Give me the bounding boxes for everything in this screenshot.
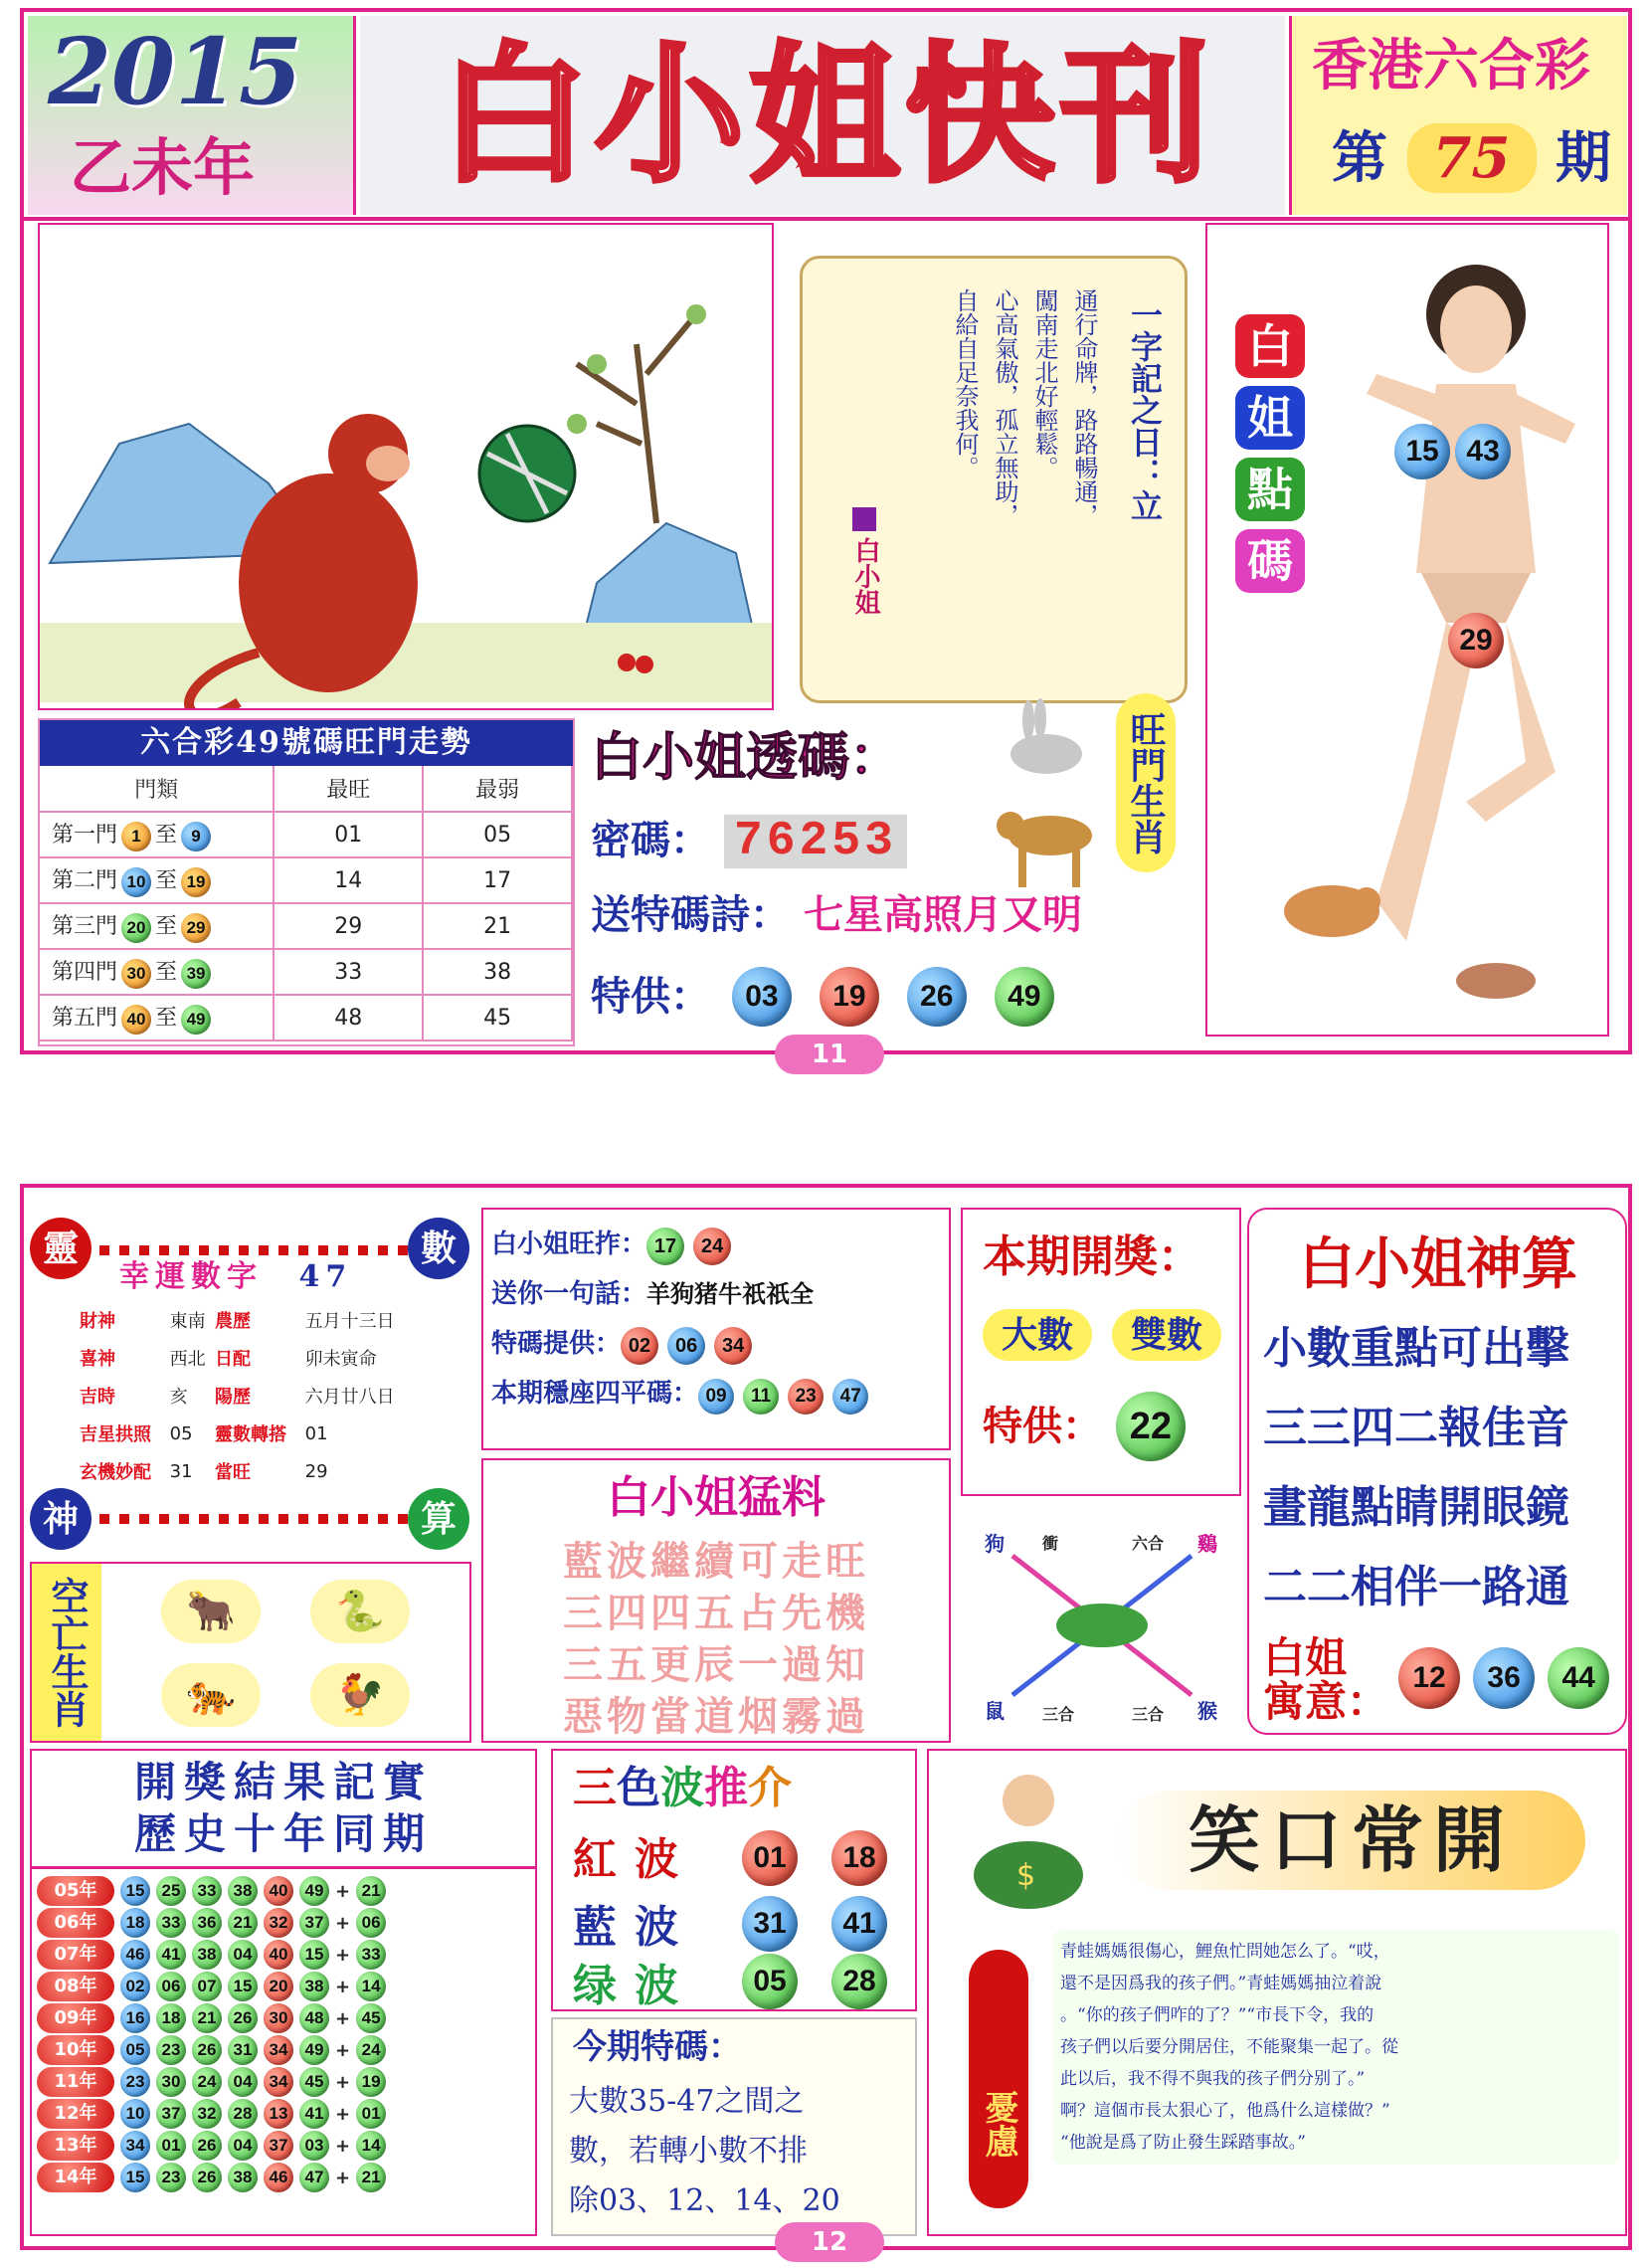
tips-title: 白小姐透碼： — [591, 727, 902, 788]
issue-suffix: 期 — [1556, 125, 1611, 191]
history-ball: 49 — [299, 1876, 329, 1906]
history-ball: 25 — [156, 1876, 186, 1906]
history-ball: 13 — [264, 2099, 293, 2129]
history-special-ball: 14 — [356, 2131, 386, 2161]
tips-panel — [591, 711, 1197, 1046]
scroll-sign: 白小姐 — [850, 537, 880, 615]
issue-prefix: 第 — [1332, 125, 1387, 191]
wave-blue-label: 藍波 — [573, 1902, 696, 1953]
history-plus: + — [335, 1912, 351, 1934]
rooster-icon: 🐓 — [310, 1663, 410, 1727]
page-number: 11 — [775, 1035, 884, 1074]
page-number: 12 — [775, 2222, 884, 2262]
scroll-poem-4: 自給自足奈我何。 — [951, 288, 979, 479]
lucky-row: 喜神 西北 日配 卯未寅命 — [80, 1349, 377, 1370]
history-panel — [30, 1749, 537, 2236]
history-plus: + — [335, 2071, 351, 2093]
laugh-panel — [927, 1749, 1627, 2236]
history-ball: 48 — [299, 2003, 329, 2033]
history-ball: 32 — [192, 2099, 222, 2129]
history-ball: 30 — [264, 2003, 293, 2033]
lucky-table — [80, 1301, 418, 1490]
history-row — [34, 1907, 389, 1939]
history-year: 08年 — [37, 1972, 114, 2001]
history-ball: 18 — [156, 2003, 186, 2033]
col-max: 最旺 — [274, 766, 423, 812]
wave-green-ball-2: 28 — [831, 1954, 887, 2009]
year-name: 乙未年 — [70, 131, 256, 204]
compass — [963, 1506, 1241, 1745]
special-ball-4: 49 — [995, 967, 1054, 1027]
page-11 — [20, 8, 1632, 1069]
history-year: 07年 — [37, 1940, 114, 1970]
draw-opt-1: 大數 — [983, 1309, 1092, 1361]
history-year: 05年 — [37, 1876, 114, 1906]
body-ball-1: 15 — [1394, 424, 1450, 479]
secret-value: 76253 — [724, 815, 907, 868]
history-ball: 31 — [228, 2035, 258, 2065]
compass-rooster: 鷄 — [1197, 1532, 1217, 1556]
special-code-label: 特碼提供： — [491, 1329, 622, 1359]
history-ball: 38 — [299, 1972, 329, 2001]
history-ball: 21 — [228, 1908, 258, 1938]
history-ball: 05 — [120, 2035, 150, 2065]
history-special-ball: 21 — [356, 2163, 386, 2192]
history-row — [34, 2162, 389, 2193]
story-line-6: 啊？這個市長太狠心了，他爲什么這樣做？” — [1060, 2101, 1390, 2121]
history-year: 13年 — [37, 2131, 114, 2161]
history-ball: 26 — [192, 2035, 222, 2065]
history-special-ball: 21 — [356, 1876, 386, 1906]
lucky-row: 玄機妙配 31 當旺 29 — [80, 1460, 328, 1483]
wave-title-1: 三 — [573, 1763, 617, 1813]
compass-sanhe-2: 三合 — [1132, 1705, 1165, 1724]
door-row: 第三門 20 至 29 29 21 — [40, 903, 572, 949]
history-year: 10年 — [37, 2035, 114, 2065]
stable-ball-2: 11 — [743, 1379, 779, 1415]
history-year: 12年 — [37, 2099, 114, 2129]
history-ball: 26 — [228, 2003, 258, 2033]
draw-title: 本期開獎： — [983, 1231, 1201, 1282]
calc-title: 白小姐神算 — [1299, 1231, 1577, 1297]
story-line-5: 此以后，我不得不與我的孩子們分别了。” — [1060, 2069, 1366, 2089]
history-special-ball: 45 — [356, 2003, 386, 2033]
stable-ball-1: 09 — [698, 1379, 734, 1415]
wave-red-label: 紅波 — [573, 1834, 696, 1885]
vtitle-3: 點 — [1235, 458, 1305, 521]
tiger-icon: 🐅 — [161, 1663, 261, 1727]
history-ball: 33 — [156, 1908, 186, 1938]
history-ball: 47 — [299, 2163, 329, 2192]
title: 白小姐快刊 — [439, 28, 1215, 203]
history-ball: 46 — [264, 2163, 293, 2192]
history-special-ball: 06 — [356, 1908, 386, 1938]
history-ball: 15 — [120, 2163, 150, 2192]
lucky-number: 47 — [298, 1259, 353, 1294]
history-ball: 45 — [299, 2067, 329, 2097]
history-ball: 41 — [299, 2099, 329, 2129]
history-ball: 02 — [120, 1972, 150, 2001]
lucky-row: 財神 東南 農歷 五月十三日 — [80, 1311, 395, 1332]
hot-panel — [481, 1458, 951, 1743]
scroll-poem-2: 闖南走北好輕鬆。 — [1030, 288, 1058, 479]
history-year: 06年 — [37, 1908, 114, 1938]
meaning-ball-2: 36 — [1473, 1647, 1535, 1709]
history-ball: 34 — [264, 2035, 293, 2065]
wave-title-4: 推 — [704, 1763, 748, 1813]
calc-line-4: 二二相伴一路通 — [1263, 1562, 1569, 1612]
history-special-ball: 14 — [356, 1972, 386, 2001]
story-line-1: 青蛙媽媽很傷心，鯉魚忙問她怎么了。“哎， — [1060, 1942, 1390, 1962]
history-row — [34, 2130, 389, 2162]
history-plus: + — [335, 2007, 351, 2029]
history-table — [34, 1875, 389, 2193]
wang-label: 白小姐旺拃： — [491, 1229, 647, 1259]
hamster-icon — [1277, 871, 1386, 941]
lucky-panel — [30, 1218, 477, 1556]
scroll-header: 一字記之日：立 — [1126, 298, 1164, 521]
history-ball: 34 — [120, 2131, 150, 2161]
history-row — [34, 2066, 389, 2098]
history-special-ball: 01 — [356, 2099, 386, 2129]
history-ball: 15 — [299, 1940, 329, 1970]
history-ball: 49 — [299, 2035, 329, 2065]
history-title-2: 歷史十年同期 — [133, 1809, 433, 1858]
title-banner — [360, 16, 1285, 215]
calc-line-3: 畫龍點睛開眼鏡 — [1263, 1482, 1569, 1533]
history-ball: 23 — [120, 2067, 150, 2097]
door-table-grid — [40, 766, 573, 1041]
today-line-3: 除03、12、14、20 — [569, 2183, 840, 2218]
today-line-1: 大數35-47之間之 — [569, 2084, 805, 2119]
special-ball-3: 26 — [907, 967, 967, 1027]
wave-red-ball-1: 01 — [742, 1830, 798, 1886]
history-ball: 26 — [192, 2163, 222, 2192]
story-line-3: 。“你的孩子們咋的了？”“市長下令，我的 — [1060, 2005, 1375, 2025]
door-table-title: 六合彩49號碼旺門走勢 — [40, 720, 573, 766]
history-ball: 38 — [192, 1940, 222, 1970]
today-line-2: 數，若轉小數不排 — [569, 2134, 808, 2169]
history-ball: 26 — [192, 2131, 222, 2161]
compass-rat: 鼠 — [985, 1699, 1005, 1723]
compass-liuhe: 六合 — [1132, 1534, 1165, 1553]
poem-label: 送特碼詩： — [591, 892, 790, 938]
wave-green-label: 绿波 — [573, 1961, 696, 2011]
year-badge — [28, 16, 356, 215]
history-ball: 40 — [264, 1940, 293, 1970]
history-ball: 01 — [156, 2131, 186, 2161]
history-year: 11年 — [37, 2067, 114, 2097]
story-line-7: “他說是爲了防止發生踩踏事故。” — [1060, 2133, 1306, 2153]
compass-sanhe-1: 三合 — [1042, 1705, 1075, 1724]
history-ball: 41 — [156, 1940, 186, 1970]
history-ball: 04 — [228, 2067, 258, 2097]
compass-arrows-icon — [1003, 1546, 1201, 1705]
hot-line-3: 三五更辰一過知 — [563, 1641, 869, 1688]
history-ball: 04 — [228, 1940, 258, 1970]
history-ball: 34 — [264, 2067, 293, 2097]
year: 2015 — [48, 18, 303, 125]
special-ball-2: 19 — [820, 967, 879, 1027]
corner-shu: 數 — [408, 1218, 469, 1279]
history-ball: 38 — [228, 1876, 258, 1906]
history-ball: 37 — [299, 1908, 329, 1938]
history-ball: 15 — [120, 1876, 150, 1906]
page-12 — [20, 1184, 1632, 2257]
history-special-ball: 33 — [356, 1940, 386, 1970]
history-ball: 33 — [192, 1876, 222, 1906]
sentence: 羊狗猪牛祇祇全 — [646, 1279, 815, 1308]
history-ball: 23 — [156, 2035, 186, 2065]
dog-icon — [993, 796, 1102, 895]
stable-ball-4: 47 — [832, 1379, 868, 1415]
history-ball: 36 — [192, 1908, 222, 1938]
history-ball: 06 — [156, 1972, 186, 2001]
history-row — [34, 1939, 389, 1971]
history-ball: 37 — [156, 2099, 186, 2129]
history-title-1: 開獎結果記實 — [133, 1758, 433, 1806]
wang-ball-1: 17 — [646, 1228, 684, 1265]
snake-icon: 🐍 — [310, 1580, 410, 1643]
draw-special-ball: 22 — [1116, 1392, 1186, 1461]
lucky-row: 吉時 亥 陽歷 六月廿八日 — [80, 1387, 395, 1408]
history-plus: + — [335, 2167, 351, 2188]
compass-dog: 狗 — [985, 1532, 1005, 1556]
corner-suan: 算 — [408, 1488, 469, 1550]
lucky-row: 吉星拱照 05 靈數轉搭 01 — [80, 1422, 328, 1445]
stable-label: 本期穩座四平碼： — [491, 1379, 699, 1409]
poem-value: 七星高照月又明 — [803, 892, 1082, 938]
monkey-illustration — [38, 223, 774, 710]
hot-title: 白小姐猛料 — [607, 1472, 826, 1523]
vtitle-1: 白 — [1235, 314, 1305, 378]
history-ball: 46 — [120, 1940, 150, 1970]
calc-panel — [1247, 1208, 1627, 1735]
story-line-2: 還不是因爲我的孩子們。”青蛙媽媽抽泣着說 — [1060, 1974, 1382, 1993]
today-title: 今期特碼： — [573, 2027, 742, 2067]
wave-red-ball-2: 18 — [831, 1830, 887, 1886]
mid-info — [481, 1208, 951, 1450]
zodiac-lost-label: 空亡生肖 — [32, 1564, 101, 1741]
history-ball: 30 — [156, 2067, 186, 2097]
laugh-title: 笑口常開 — [1118, 1791, 1585, 1890]
hot-line-4: 惡物當道烟霧過 — [563, 1693, 869, 1740]
corner-ling: 靈 — [30, 1218, 92, 1279]
special-code-ball-3: 34 — [714, 1327, 752, 1365]
meaning-ball-1: 12 — [1398, 1647, 1460, 1709]
money-man-icon — [969, 1771, 1088, 1910]
meaning-label-2: 寓意： — [1263, 1677, 1389, 1726]
ox-icon: 🐂 — [161, 1580, 261, 1643]
col-min: 最弱 — [423, 766, 572, 812]
history-ball: 21 — [192, 2003, 222, 2033]
lottery-name: 香港六合彩 — [1312, 33, 1590, 98]
wave-title-5: 介 — [748, 1763, 792, 1813]
door-row: 第五門 40 至 49 48 45 — [40, 995, 572, 1040]
wave-blue-ball-2: 41 — [831, 1896, 887, 1952]
zodiac-label: 旺門生肖 — [1116, 693, 1176, 872]
wave-title-3: 波 — [660, 1763, 704, 1813]
hot-line-1: 藍波繼續可走旺 — [563, 1538, 869, 1585]
issue-number: 75 — [1407, 123, 1537, 193]
history-ball: 18 — [120, 1908, 150, 1938]
stable-ball-3: 23 — [788, 1379, 824, 1415]
special-code-ball-1: 02 — [621, 1327, 658, 1365]
draw-opt-2: 雙數 — [1112, 1309, 1221, 1361]
hot-line-2: 三四四五占先機 — [563, 1590, 869, 1636]
scroll — [800, 256, 1188, 703]
photo-panel — [1205, 223, 1609, 1037]
door-row: 第一門 1 至 9 01 05 — [40, 812, 572, 857]
zodiac-lost — [30, 1562, 471, 1743]
vtitle-2: 姐 — [1235, 386, 1305, 450]
svg-text:$: $ — [1016, 1858, 1036, 1893]
secret-label: 密碼： — [591, 818, 710, 863]
history-plus: + — [335, 1880, 351, 1902]
scroll-poem-1: 通行命牌，路路暢通， — [1070, 288, 1098, 527]
door-row: 第二門 10 至 19 14 17 — [40, 857, 572, 903]
history-ball: 40 — [264, 1876, 293, 1906]
wave-green-ball-1: 05 — [742, 1954, 798, 2009]
calc-line-1: 小數重點可出擊 — [1263, 1323, 1569, 1374]
story-line-4: 孩子們以后要分開居住，不能聚集一起了。從 — [1060, 2037, 1398, 2057]
history-plus: + — [335, 2039, 351, 2061]
history-ball: 37 — [264, 2131, 293, 2161]
history-row — [34, 2002, 389, 2034]
history-ball: 20 — [264, 1972, 293, 2001]
history-ball: 07 — [192, 1972, 222, 2001]
history-plus: + — [335, 1976, 351, 1997]
laugh-tag: 憂慮 — [969, 1950, 1028, 2208]
history-plus: + — [335, 2103, 351, 2125]
today-panel — [551, 2017, 917, 2236]
history-row — [34, 1875, 389, 1907]
history-special-ball: 24 — [356, 2035, 386, 2065]
history-year: 14年 — [37, 2163, 114, 2192]
compass-monkey: 猴 — [1197, 1699, 1217, 1723]
body-ball-2: 43 — [1455, 424, 1511, 479]
history-row — [34, 1971, 389, 2002]
special-ball-1: 03 — [732, 967, 792, 1027]
special-label: 特供： — [591, 974, 710, 1020]
history-plus: + — [335, 1944, 351, 1966]
monkey-scene-icon — [40, 225, 772, 708]
history-ball: 16 — [120, 2003, 150, 2033]
scroll-poem-3: 心高氣傲，孤立無助， — [991, 288, 1018, 527]
draw-panel — [961, 1208, 1241, 1496]
history-ball: 10 — [120, 2099, 150, 2129]
corner-shen: 神 — [30, 1488, 92, 1550]
history-ball: 03 — [299, 2131, 329, 2161]
history-row — [34, 2034, 389, 2066]
history-special-ball: 19 — [356, 2067, 386, 2097]
history-ball: 04 — [228, 2131, 258, 2161]
door-table — [38, 718, 575, 1046]
issue-box — [1289, 16, 1627, 215]
history-ball: 32 — [264, 1908, 293, 1938]
compass-chong: 衝 — [1042, 1534, 1059, 1553]
history-ball: 15 — [228, 1972, 258, 2001]
draw-special-label: 特供： — [983, 1403, 1102, 1449]
wave-panel — [551, 1749, 917, 2011]
history-ball: 28 — [228, 2099, 258, 2129]
sentence-label: 送你一句話： — [491, 1279, 647, 1309]
wang-ball-2: 24 — [693, 1228, 731, 1265]
col-door: 門類 — [40, 766, 274, 812]
rabbit-icon — [999, 698, 1088, 778]
history-ball: 24 — [192, 2067, 222, 2097]
history-ball: 38 — [228, 2163, 258, 2192]
lucky-header: 幸運數字 — [119, 1259, 263, 1294]
body-ball-3: 29 — [1448, 613, 1504, 668]
wave-title-2: 色 — [617, 1763, 660, 1813]
history-year: 09年 — [37, 2003, 114, 2033]
special-code-ball-2: 06 — [667, 1327, 705, 1365]
history-ball: 23 — [156, 2163, 186, 2192]
vtitle-4: 碼 — [1235, 529, 1305, 593]
wave-blue-ball-1: 31 — [742, 1896, 798, 1952]
meaning-label-1: 白姐 — [1263, 1633, 1348, 1682]
meaning-ball-3: 44 — [1548, 1647, 1609, 1709]
calc-line-2: 三三四二報佳音 — [1263, 1403, 1569, 1453]
door-row: 第四門 30 至 39 33 38 — [40, 949, 572, 995]
history-row — [34, 2098, 389, 2130]
history-plus: + — [335, 2135, 351, 2157]
